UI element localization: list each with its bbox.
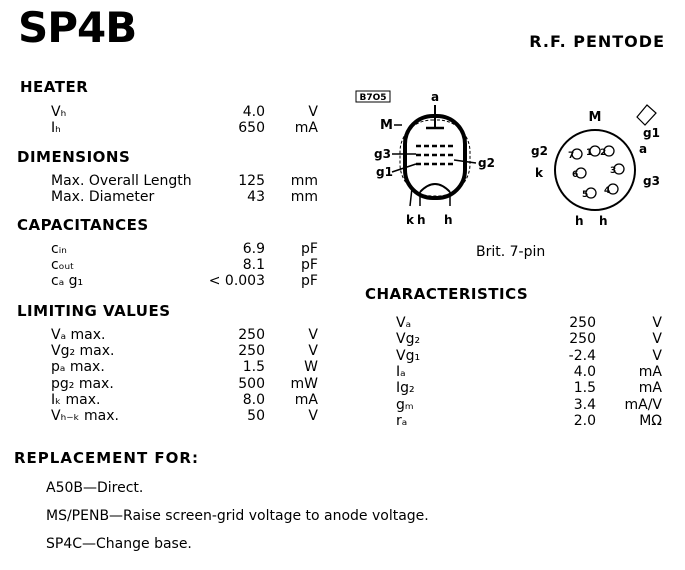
characteristic-unit: V <box>652 315 662 331</box>
limiting-value-label: Iₖ max. <box>51 391 101 408</box>
dimension-row <box>0 189 330 206</box>
cathode-lead <box>410 188 412 206</box>
characteristic-unit: mA <box>638 380 662 397</box>
capacitance-unit: pF <box>301 241 318 257</box>
base-pin-number: 1 <box>586 148 593 158</box>
characteristic-label: rₐ <box>396 412 408 429</box>
characteristic-value: -2.4 <box>568 347 596 364</box>
heater-unit: mA <box>294 120 318 136</box>
capacitances-heading: CAPACITANCES <box>17 216 149 234</box>
base-pin-diagram <box>525 95 665 235</box>
anode-label: a <box>430 90 440 104</box>
limiting-value-value: 1.5 <box>242 359 265 376</box>
characteristic-row <box>0 348 670 365</box>
capacitance-unit: pF <box>301 273 318 289</box>
shield-label: M <box>380 118 393 133</box>
replacement-item: SP4C—Change base. <box>46 536 192 552</box>
characteristic-row <box>0 380 670 397</box>
base-pin-number: 4 <box>604 186 611 196</box>
capacitance-unit: pF <box>301 257 318 273</box>
characteristic-row <box>0 397 670 414</box>
characteristic-value: 2.0 <box>573 412 596 429</box>
dimension-unit: mm <box>290 173 318 189</box>
characteristic-value: 250 <box>569 331 596 348</box>
characteristic-value: 3.4 <box>573 396 596 413</box>
limiting-value-unit: mA <box>294 391 318 408</box>
heater-value: 650 <box>238 120 265 136</box>
characteristic-value: 1.5 <box>573 380 596 397</box>
limiting-value-value: 250 <box>238 327 265 343</box>
cathode-heater <box>420 184 450 192</box>
characteristic-unit: V <box>652 331 662 348</box>
base-g2-label: g2 <box>531 144 548 158</box>
capacitance-value: 8.1 <box>242 257 265 273</box>
valve-schematic-symbol <box>350 88 500 238</box>
heater-value: 4.0 <box>242 104 265 120</box>
base-pin-number: 3 <box>610 166 617 176</box>
base-pin-number: 5 <box>582 190 589 200</box>
limiting-value-value: 50 <box>247 408 265 424</box>
replacement-heading: REPLACEMENT FOR: <box>14 449 199 467</box>
heater-label-1: h <box>417 213 426 227</box>
cathode-label: k <box>406 213 414 227</box>
characteristic-label: Iₐ <box>396 363 406 380</box>
capacitance-value: 6.9 <box>242 241 265 257</box>
characteristic-unit: mA/V <box>624 396 662 413</box>
dimension-label: Max. Diameter <box>51 189 155 205</box>
base-k-label: k <box>535 166 543 180</box>
limiting-value-value: 500 <box>238 375 265 392</box>
characteristics-heading: CHARACTERISTICS <box>365 285 529 303</box>
characteristic-unit: V <box>652 347 662 364</box>
limiting-value-label: Vₕ₋ₖ max. <box>51 408 119 424</box>
characteristic-unit: MΩ <box>639 412 662 429</box>
characteristic-label: Vg₂ <box>396 331 421 348</box>
capacitance-row <box>0 257 330 274</box>
g3-label: g3 <box>374 147 391 161</box>
limiting-value-label: pₐ max. <box>51 359 105 376</box>
limiting-value-value: 250 <box>238 343 265 360</box>
heater-label: Vₕ <box>51 104 67 120</box>
limiting-value-unit: W <box>304 359 318 376</box>
capacitance-label: cₒᵤₜ <box>51 257 75 273</box>
characteristic-label: Ig₂ <box>396 380 415 397</box>
limiting-value-unit: V <box>308 327 318 343</box>
base-M-label: M <box>588 110 602 125</box>
base-caption: Brit. 7-pin <box>476 244 546 260</box>
characteristic-row <box>0 413 670 430</box>
page-title: SP4B <box>18 3 137 52</box>
characteristic-label: Vₐ <box>396 315 412 331</box>
characteristic-label: Vg₁ <box>396 347 421 364</box>
base-pin-number: 2 <box>600 148 607 158</box>
heater-heading: HEATER <box>20 78 89 96</box>
g1-label: g1 <box>376 165 393 179</box>
limiting-value-value: 8.0 <box>242 391 265 408</box>
g2-label: g2 <box>478 156 495 170</box>
grid-lines <box>416 146 454 164</box>
capacitance-row <box>0 273 330 290</box>
base-h1-label: h <box>575 214 584 228</box>
base-pin-number: 6 <box>572 170 579 180</box>
base-g1-label: g1 <box>643 126 660 140</box>
replacement-item: MS/PENB—Raise screen-grid voltage to anode voltage. <box>46 508 429 524</box>
base-h2-label: h <box>599 214 608 228</box>
base-code: B7O5 <box>359 93 387 103</box>
dimension-value: 43 <box>247 189 265 205</box>
limiting-value-label: Vg₂ max. <box>51 343 115 360</box>
limiting-value-unit: mW <box>290 375 318 392</box>
capacitance-label: cᵢₙ <box>51 241 67 257</box>
characteristic-label: gₘ <box>396 396 414 413</box>
base-g3-label: g3 <box>643 174 660 188</box>
characteristic-value: 4.0 <box>573 363 596 380</box>
key-marker <box>637 105 656 125</box>
capacitance-row <box>0 241 330 258</box>
limiting-values-heading: LIMITING VALUES <box>17 302 171 320</box>
limiting-value-unit: V <box>308 408 318 424</box>
dimensions-heading: DIMENSIONS <box>17 148 131 166</box>
dimension-row <box>0 173 330 190</box>
limiting-value-unit: V <box>308 343 318 360</box>
characteristic-row <box>0 364 670 381</box>
dimension-value: 125 <box>238 173 265 189</box>
capacitance-value: < 0.003 <box>208 273 265 289</box>
limiting-value-label: pg₂ max. <box>51 375 114 392</box>
characteristic-unit: mA <box>638 363 662 380</box>
heater-row <box>0 104 330 121</box>
valve-type-subtitle: R.F. PENTODE <box>529 32 665 51</box>
heater-label: Iₕ <box>51 120 61 136</box>
characteristic-value: 250 <box>569 315 596 331</box>
dimension-label: Max. Overall Length <box>51 173 192 189</box>
characteristic-row <box>0 331 670 348</box>
heater-unit: V <box>308 104 318 120</box>
heater-label-2: h <box>444 213 453 227</box>
base-pins <box>568 146 624 200</box>
heater-row <box>0 120 330 137</box>
base-outline <box>555 130 635 210</box>
capacitance-label: cₐ g₁ <box>51 273 84 289</box>
characteristic-row <box>0 315 670 332</box>
base-a-label: a <box>639 142 648 156</box>
dimension-unit: mm <box>290 189 318 205</box>
base-pin-number: 7 <box>568 151 575 161</box>
replacement-item: A50B—Direct. <box>46 480 144 496</box>
limiting-value-label: Vₐ max. <box>51 327 106 343</box>
